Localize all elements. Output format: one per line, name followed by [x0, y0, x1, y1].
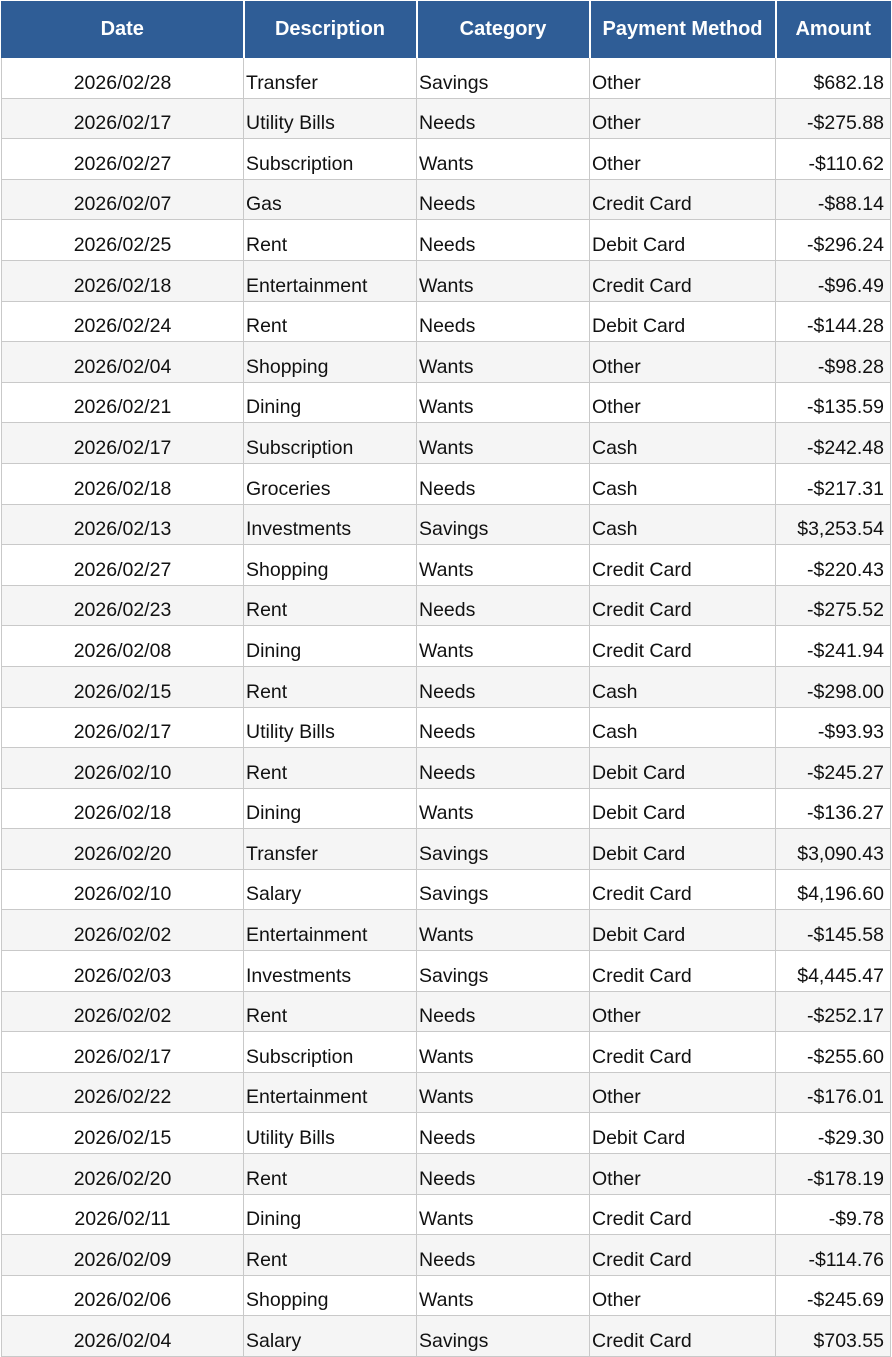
table-row	[2, 423, 891, 464]
cell-date[interactable]: 2026/02/04	[2, 342, 244, 383]
cell-description[interactable]: Shopping	[244, 342, 417, 383]
cell-amount[interactable]: -$241.94	[776, 626, 891, 667]
table-row	[2, 991, 891, 1032]
cell-payment-method[interactable]: Other	[590, 382, 776, 423]
cell-amount[interactable]: $3,090.43	[776, 829, 891, 870]
cell-category[interactable]: Needs	[417, 707, 590, 748]
cell-date[interactable]: 2026/02/18	[2, 260, 244, 301]
cell-amount[interactable]: -$252.17	[776, 991, 891, 1032]
cell-payment-method[interactable]: Other	[590, 1072, 776, 1113]
transactions-table	[1, 1, 891, 1357]
cell-amount[interactable]: -$98.28	[776, 342, 891, 383]
cell-description[interactable]: Rent	[244, 301, 417, 342]
cell-amount[interactable]: -$9.78	[776, 1194, 891, 1235]
cell-description[interactable]: Shopping	[244, 1275, 417, 1316]
cell-date[interactable]: 2026/02/08	[2, 626, 244, 667]
cell-payment-method[interactable]: Credit Card	[590, 260, 776, 301]
cell-description[interactable]: Transfer	[244, 829, 417, 870]
cell-amount[interactable]: -$114.76	[776, 1235, 891, 1276]
table-row	[2, 1235, 891, 1276]
cell-description[interactable]: Rent	[244, 220, 417, 261]
cell-description[interactable]: Salary	[244, 1316, 417, 1357]
cell-payment-method[interactable]: Credit Card	[590, 1235, 776, 1276]
cell-date[interactable]: 2026/02/02	[2, 991, 244, 1032]
cell-payment-method[interactable]: Credit Card	[590, 179, 776, 220]
column-header-date[interactable]: Date	[2, 2, 244, 58]
cell-amount[interactable]: -$144.28	[776, 301, 891, 342]
cell-description[interactable]: Investments	[244, 951, 417, 992]
cell-category[interactable]: Wants	[417, 260, 590, 301]
cell-category[interactable]: Needs	[417, 301, 590, 342]
column-header-category[interactable]: Category	[417, 2, 590, 58]
table-row	[2, 788, 891, 829]
cell-date[interactable]: 2026/02/20	[2, 829, 244, 870]
header-row	[2, 2, 891, 58]
table-row	[2, 220, 891, 261]
cell-category[interactable]: Wants	[417, 1032, 590, 1073]
table-row	[2, 504, 891, 545]
cell-date[interactable]: 2026/02/17	[2, 707, 244, 748]
cell-date[interactable]: 2026/02/15	[2, 1113, 244, 1154]
table-row	[2, 342, 891, 383]
cell-description[interactable]: Salary	[244, 869, 417, 910]
cell-amount[interactable]: $3,253.54	[776, 504, 891, 545]
cell-amount[interactable]: $703.55	[776, 1316, 891, 1357]
cell-description[interactable]: Groceries	[244, 463, 417, 504]
cell-payment-method[interactable]: Credit Card	[590, 1194, 776, 1235]
cell-date[interactable]: 2026/02/24	[2, 301, 244, 342]
table-row	[2, 98, 891, 139]
cell-category[interactable]: Wants	[417, 1194, 590, 1235]
cell-description[interactable]: Utility Bills	[244, 98, 417, 139]
cell-date[interactable]: 2026/02/22	[2, 1072, 244, 1113]
cell-date[interactable]: 2026/02/09	[2, 1235, 244, 1276]
cell-category[interactable]: Needs	[417, 220, 590, 261]
cell-description[interactable]: Subscription	[244, 1032, 417, 1073]
cell-description[interactable]: Shopping	[244, 545, 417, 586]
cell-category[interactable]: Needs	[417, 98, 590, 139]
cell-amount[interactable]: -$275.52	[776, 585, 891, 626]
table-row	[2, 910, 891, 951]
cell-date[interactable]: 2026/02/02	[2, 910, 244, 951]
table-row	[2, 1154, 891, 1195]
cell-category[interactable]: Savings	[417, 869, 590, 910]
cell-amount[interactable]: -$296.24	[776, 220, 891, 261]
table-row	[2, 301, 891, 342]
cell-category[interactable]: Savings	[417, 504, 590, 545]
table-row	[2, 260, 891, 301]
cell-amount[interactable]: -$110.62	[776, 139, 891, 180]
cell-category[interactable]: Needs	[417, 1154, 590, 1195]
cell-amount[interactable]: -$96.49	[776, 260, 891, 301]
cell-payment-method[interactable]: Credit Card	[590, 1032, 776, 1073]
cell-date[interactable]: 2026/02/11	[2, 1194, 244, 1235]
column-header-description[interactable]: Description	[244, 2, 417, 58]
cell-amount[interactable]: -$245.69	[776, 1275, 891, 1316]
cell-category[interactable]: Wants	[417, 545, 590, 586]
cell-category[interactable]: Wants	[417, 423, 590, 464]
cell-category[interactable]: Savings	[417, 829, 590, 870]
cell-payment-method[interactable]: Other	[590, 98, 776, 139]
cell-category[interactable]: Savings	[417, 1316, 590, 1357]
cell-payment-method[interactable]: Credit Card	[590, 869, 776, 910]
cell-amount[interactable]: -$217.31	[776, 463, 891, 504]
cell-description[interactable]: Transfer	[244, 58, 417, 99]
cell-category[interactable]: Wants	[417, 382, 590, 423]
cell-payment-method[interactable]: Cash	[590, 707, 776, 748]
cell-payment-method[interactable]: Debit Card	[590, 748, 776, 789]
cell-description[interactable]: Entertainment	[244, 260, 417, 301]
cell-category[interactable]: Needs	[417, 463, 590, 504]
cell-date[interactable]: 2026/02/15	[2, 666, 244, 707]
cell-amount[interactable]: -$93.93	[776, 707, 891, 748]
cell-amount[interactable]: $4,196.60	[776, 869, 891, 910]
cell-payment-method[interactable]: Other	[590, 139, 776, 180]
cell-description[interactable]: Rent	[244, 585, 417, 626]
cell-amount[interactable]: -$176.01	[776, 1072, 891, 1113]
cell-description[interactable]: Dining	[244, 382, 417, 423]
cell-description[interactable]: Investments	[244, 504, 417, 545]
cell-category[interactable]: Needs	[417, 666, 590, 707]
cell-payment-method[interactable]: Credit Card	[590, 951, 776, 992]
cell-category[interactable]: Needs	[417, 748, 590, 789]
cell-amount[interactable]: -$275.88	[776, 98, 891, 139]
cell-payment-method[interactable]: Debit Card	[590, 1113, 776, 1154]
cell-date[interactable]: 2026/02/10	[2, 869, 244, 910]
cell-description[interactable]: Rent	[244, 666, 417, 707]
cell-description[interactable]: Rent	[244, 1235, 417, 1276]
cell-category[interactable]: Wants	[417, 1275, 590, 1316]
cell-date[interactable]: 2026/02/20	[2, 1154, 244, 1195]
cell-payment-method[interactable]: Credit Card	[590, 585, 776, 626]
table-row	[2, 1275, 891, 1316]
cell-date[interactable]: 2026/02/27	[2, 545, 244, 586]
cell-amount[interactable]: -$298.00	[776, 666, 891, 707]
table-row	[2, 1316, 891, 1357]
cell-date[interactable]: 2026/02/17	[2, 98, 244, 139]
cell-date[interactable]: 2026/02/07	[2, 179, 244, 220]
table-row	[2, 545, 891, 586]
cell-description[interactable]: Rent	[244, 991, 417, 1032]
cell-description[interactable]: Rent	[244, 1154, 417, 1195]
cell-payment-method[interactable]: Cash	[590, 463, 776, 504]
cell-payment-method[interactable]: Other	[590, 342, 776, 383]
cell-amount[interactable]: -$145.58	[776, 910, 891, 951]
column-header-amount[interactable]: Amount	[776, 2, 891, 58]
cell-amount[interactable]: $4,445.47	[776, 951, 891, 992]
cell-date[interactable]: 2026/02/28	[2, 58, 244, 99]
cell-payment-method[interactable]: Other	[590, 1154, 776, 1195]
cell-amount[interactable]: -$178.19	[776, 1154, 891, 1195]
cell-payment-method[interactable]: Credit Card	[590, 1316, 776, 1357]
cell-description[interactable]: Dining	[244, 788, 417, 829]
table-row	[2, 139, 891, 180]
cell-amount[interactable]: $682.18	[776, 58, 891, 99]
table-row	[2, 58, 891, 99]
cell-category[interactable]: Wants	[417, 139, 590, 180]
cell-date[interactable]: 2026/02/18	[2, 788, 244, 829]
table-row	[2, 748, 891, 789]
cell-category[interactable]: Wants	[417, 626, 590, 667]
table-row	[2, 829, 891, 870]
table-body	[2, 58, 891, 1357]
table-row	[2, 382, 891, 423]
cell-date[interactable]: 2026/02/17	[2, 423, 244, 464]
cell-description[interactable]: Entertainment	[244, 1072, 417, 1113]
cell-date[interactable]: 2026/02/03	[2, 951, 244, 992]
cell-category[interactable]: Wants	[417, 1072, 590, 1113]
table-row	[2, 626, 891, 667]
cell-payment-method[interactable]: Debit Card	[590, 301, 776, 342]
cell-amount[interactable]: -$88.14	[776, 179, 891, 220]
cell-category[interactable]: Needs	[417, 179, 590, 220]
cell-amount[interactable]: -$245.27	[776, 748, 891, 789]
cell-payment-method[interactable]: Other	[590, 1275, 776, 1316]
cell-date[interactable]: 2026/02/21	[2, 382, 244, 423]
cell-description[interactable]: Utility Bills	[244, 707, 417, 748]
cell-category[interactable]: Savings	[417, 951, 590, 992]
table-row	[2, 707, 891, 748]
cell-payment-method[interactable]: Other	[590, 58, 776, 99]
cell-payment-method[interactable]: Debit Card	[590, 788, 776, 829]
table-row	[2, 666, 891, 707]
cell-category[interactable]: Needs	[417, 1113, 590, 1154]
cell-date[interactable]: 2026/02/27	[2, 139, 244, 180]
cell-payment-method[interactable]: Debit Card	[590, 220, 776, 261]
cell-description[interactable]: Entertainment	[244, 910, 417, 951]
cell-payment-method[interactable]: Credit Card	[590, 545, 776, 586]
cell-category[interactable]: Needs	[417, 1235, 590, 1276]
cell-date[interactable]: 2026/02/04	[2, 1316, 244, 1357]
cell-date[interactable]: 2026/02/10	[2, 748, 244, 789]
cell-payment-method[interactable]: Cash	[590, 504, 776, 545]
cell-description[interactable]: Dining	[244, 1194, 417, 1235]
cell-description[interactable]: Dining	[244, 626, 417, 667]
cell-date[interactable]: 2026/02/18	[2, 463, 244, 504]
table-row	[2, 869, 891, 910]
cell-date[interactable]: 2026/02/23	[2, 585, 244, 626]
cell-payment-method[interactable]: Credit Card	[590, 626, 776, 667]
cell-category[interactable]: Wants	[417, 910, 590, 951]
table-row	[2, 1113, 891, 1154]
column-header-payment-method[interactable]: Payment Method	[590, 2, 776, 58]
cell-description[interactable]: Subscription	[244, 139, 417, 180]
table-row	[2, 463, 891, 504]
table-row	[2, 951, 891, 992]
cell-payment-method[interactable]: Debit Card	[590, 910, 776, 951]
cell-amount[interactable]: -$29.30	[776, 1113, 891, 1154]
cell-description[interactable]: Subscription	[244, 423, 417, 464]
cell-amount[interactable]: -$136.27	[776, 788, 891, 829]
cell-payment-method[interactable]: Debit Card	[590, 829, 776, 870]
cell-payment-method[interactable]: Other	[590, 991, 776, 1032]
table-row	[2, 179, 891, 220]
cell-amount[interactable]: -$220.43	[776, 545, 891, 586]
table-row	[2, 585, 891, 626]
cell-category[interactable]: Wants	[417, 342, 590, 383]
table-row	[2, 1194, 891, 1235]
cell-date[interactable]: 2026/02/17	[2, 1032, 244, 1073]
cell-payment-method[interactable]: Cash	[590, 423, 776, 464]
cell-date[interactable]: 2026/02/13	[2, 504, 244, 545]
cell-description[interactable]: Utility Bills	[244, 1113, 417, 1154]
table-row	[2, 1072, 891, 1113]
cell-amount[interactable]: -$242.48	[776, 423, 891, 464]
cell-description[interactable]: Gas	[244, 179, 417, 220]
cell-category[interactable]: Needs	[417, 991, 590, 1032]
cell-category[interactable]: Needs	[417, 585, 590, 626]
cell-category[interactable]: Wants	[417, 788, 590, 829]
table-row	[2, 1032, 891, 1073]
cell-payment-method[interactable]: Cash	[590, 666, 776, 707]
cell-description[interactable]: Rent	[244, 748, 417, 789]
cell-date[interactable]: 2026/02/25	[2, 220, 244, 261]
cell-amount[interactable]: -$255.60	[776, 1032, 891, 1073]
cell-amount[interactable]: -$135.59	[776, 382, 891, 423]
cell-date[interactable]: 2026/02/06	[2, 1275, 244, 1316]
cell-category[interactable]: Savings	[417, 58, 590, 99]
